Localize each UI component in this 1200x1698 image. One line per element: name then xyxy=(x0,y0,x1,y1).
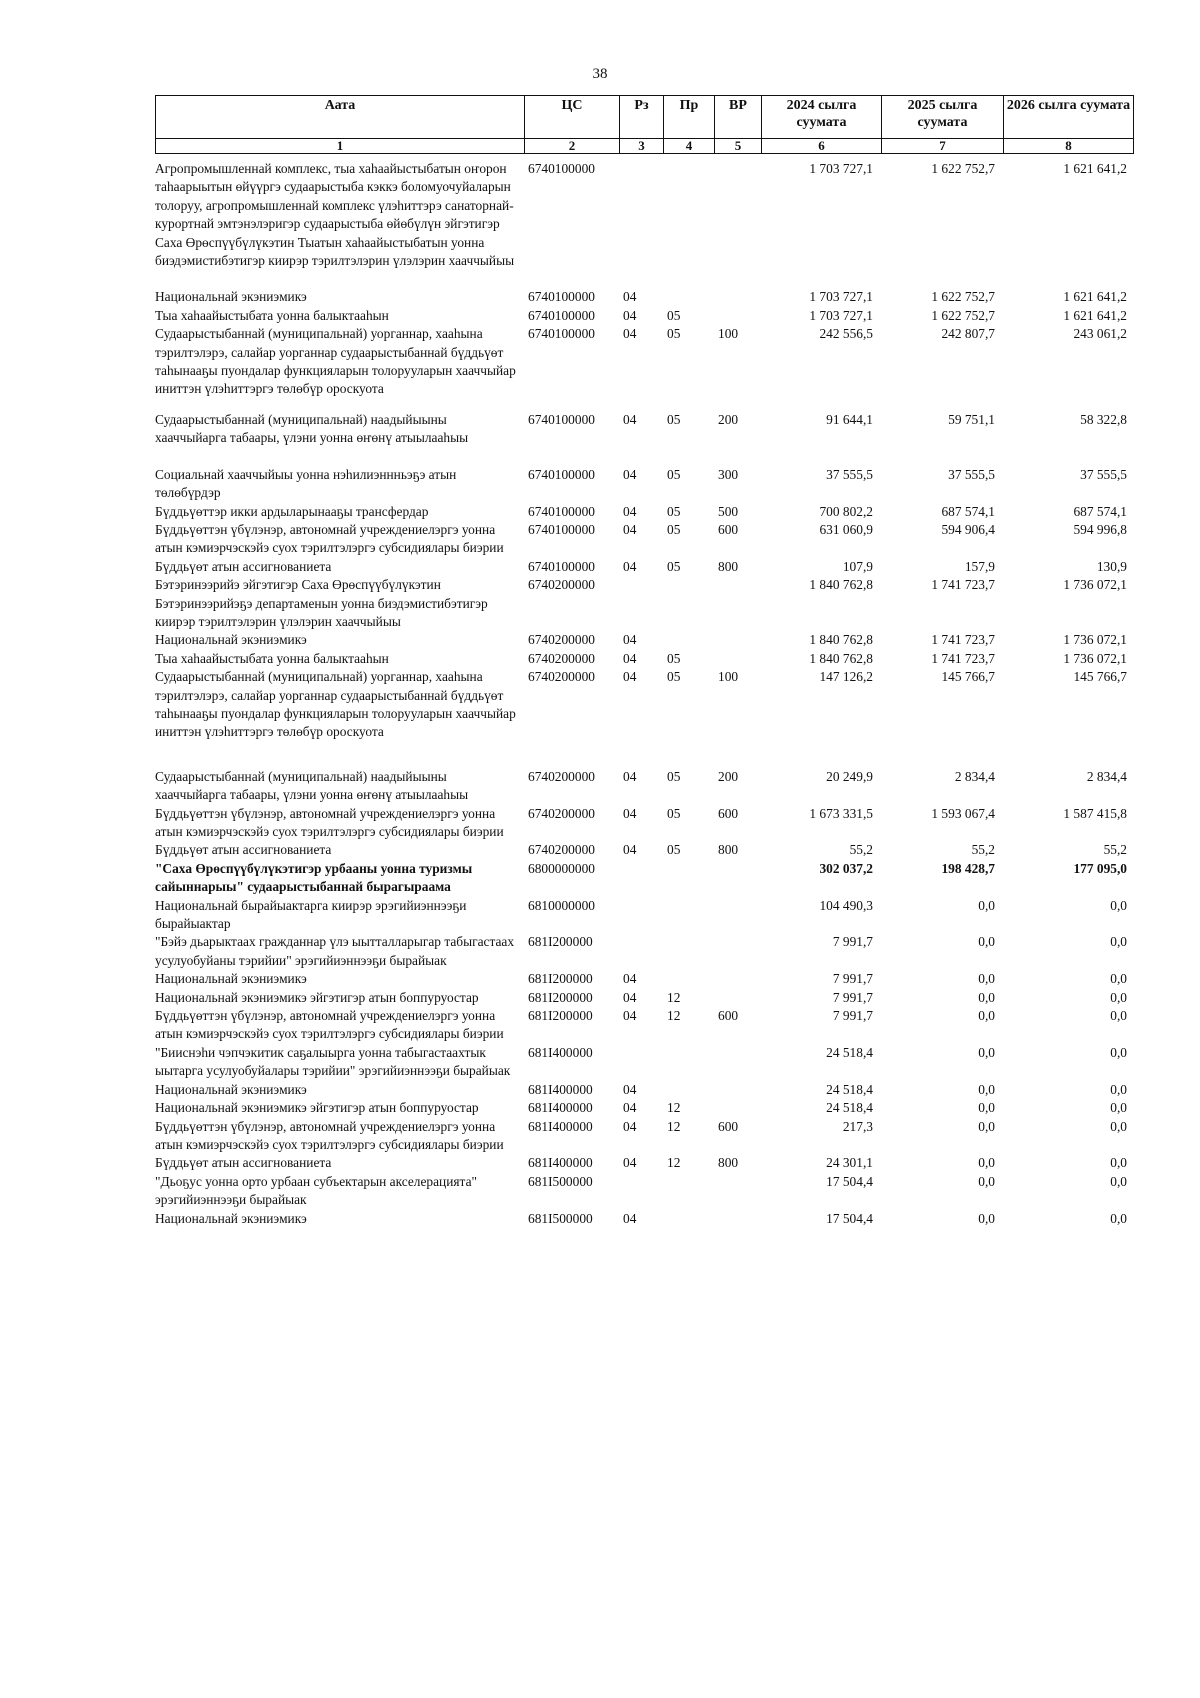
row-cs-code: 6740100000 xyxy=(528,558,595,574)
row-value-2026: 2 834,4 xyxy=(1086,768,1127,784)
row-value-2026: 0,0 xyxy=(1110,989,1127,1005)
row-value-2025: 0,0 xyxy=(978,971,995,987)
row-rz-code: 04 xyxy=(623,558,637,574)
row-vr-code xyxy=(714,650,761,668)
row-value-2025: 198 428,7 xyxy=(941,860,995,876)
row-pr-code: 12 xyxy=(667,989,681,1005)
row-value-2024: 17 504,4 xyxy=(826,1210,873,1226)
row-vr-code: 200 xyxy=(718,768,739,784)
row-rz-code: 04 xyxy=(623,971,637,987)
row-name: Национальнай экэниэмикэ эйгэтигэр атын боппуруостар xyxy=(155,989,479,1005)
column-number: 7 xyxy=(882,139,1004,154)
row-vr-code: 600 xyxy=(718,521,739,537)
row-value-2024: 631 060,9 xyxy=(819,521,873,537)
row-rz-code: 04 xyxy=(623,521,637,537)
row-cs-code: 6740200000 xyxy=(528,842,595,858)
row-rz-code: 04 xyxy=(623,669,637,685)
row-rz-code: 04 xyxy=(623,503,637,519)
row-rz-code: 04 xyxy=(623,1081,637,1097)
row-value-2024: 147 126,2 xyxy=(819,669,873,685)
row-value-2026: 0,0 xyxy=(1110,1118,1127,1134)
row-rz-code xyxy=(619,897,663,934)
row-value-2025: 1 741 723,7 xyxy=(931,577,995,593)
row-value-2026: 37 555,5 xyxy=(1080,466,1127,482)
row-name: Национальнай бырайыактарга киирэр эрэгийиэннээҕи бырайыактар xyxy=(155,897,467,932)
row-pr-code: 05 xyxy=(667,842,681,858)
row-value-2025: 0,0 xyxy=(978,1008,995,1024)
table-row xyxy=(155,325,1135,399)
row-value-2025: 1 622 752,7 xyxy=(931,307,995,323)
row-value-2026: 0,0 xyxy=(1110,1100,1127,1116)
row-rz-code: 04 xyxy=(623,1118,637,1134)
row-value-2024: 700 802,2 xyxy=(819,503,873,519)
row-value-2024: 1 673 331,5 xyxy=(809,805,873,821)
row-vr-code: 100 xyxy=(718,669,739,685)
row-vr-code xyxy=(714,631,761,649)
row-value-2026: 58 322,8 xyxy=(1080,411,1127,427)
row-name: Бүддьүөт атын ассигнованиета xyxy=(155,1155,332,1171)
row-pr-code xyxy=(663,1044,714,1081)
row-value-2024: 7 991,7 xyxy=(832,1008,873,1024)
row-vr-code: 800 xyxy=(718,1155,739,1171)
row-value-2026: 1 736 072,1 xyxy=(1063,632,1127,648)
row-cs-code: 681I400000 xyxy=(528,1155,593,1171)
row-value-2025: 1 622 752,7 xyxy=(931,289,995,305)
row-pr-code xyxy=(663,631,714,649)
row-value-2026: 0,0 xyxy=(1110,934,1127,950)
row-value-2024: 242 556,5 xyxy=(819,326,873,342)
row-value-2024: 24 518,4 xyxy=(826,1044,873,1060)
row-pr-code xyxy=(663,288,714,306)
row-value-2025: 0,0 xyxy=(978,1118,995,1134)
row-rz-code: 04 xyxy=(623,842,637,858)
row-name: Судаарыстыбаннай (муниципальнай) уорганнар, хааһына тэрилтэлэрэ, салайар уорганнар судаарыстыбаннай бүддьүөт таһынааҕы пуондалар функцияларын толорууларын хааччыйар иниттэн үлэһиттэргэ төлөбүр ороскуота xyxy=(155,326,516,397)
row-rz-code: 04 xyxy=(623,326,637,342)
table-row xyxy=(155,1099,1135,1117)
row-name: "Дьоҕус уонна орто урбаан субъектарын акселерацията" эрэгийиэннээҕи бырайыак xyxy=(155,1173,477,1208)
row-value-2026: 1 621 641,2 xyxy=(1063,307,1127,323)
header-rz: Рз xyxy=(620,96,664,139)
row-name: Бүддьүөттэн үбүлэнэр, автономнай учреждениелэргэ уонна атын кэмиэрчэскэйэ суох тэрилтэлэргэ субсидиялары биэрии xyxy=(155,521,504,556)
row-pr-code: 05 xyxy=(667,466,681,482)
row-value-2025: 2 834,4 xyxy=(954,768,995,784)
row-name: Тыа хаһаайыстыбата уонна балыктааһын xyxy=(155,650,389,666)
row-value-2024: 1 703 727,1 xyxy=(809,307,873,323)
row-name: Бүддьүөт атын ассигнованиета xyxy=(155,558,332,574)
table-row xyxy=(155,668,1135,742)
row-vr-code xyxy=(714,970,761,988)
row-vr-code: 100 xyxy=(718,326,739,342)
row-vr-code: 300 xyxy=(718,466,739,482)
row-pr-code: 12 xyxy=(667,1100,681,1116)
row-vr-code xyxy=(714,1044,761,1081)
row-vr-code: 600 xyxy=(718,805,739,821)
row-pr-code: 05 xyxy=(667,805,681,821)
row-value-2026: 243 061,2 xyxy=(1073,326,1127,342)
row-value-2025: 157,9 xyxy=(964,558,995,574)
row-vr-code xyxy=(714,576,761,631)
row-name: Судаарыстыбаннай (муниципальнай) наадыйыыны хааччыйарга табаары, үлэни уонна өҥөнү атыылааһыы xyxy=(155,411,469,446)
row-cs-code: 6740200000 xyxy=(528,632,595,648)
row-value-2026: 0,0 xyxy=(1110,1044,1127,1060)
row-rz-code: 04 xyxy=(623,1210,637,1226)
row-value-2024: 302 037,2 xyxy=(819,860,873,876)
row-name: Бэтэринээрийэ эйгэтигэр Саха Өрөспүүбүлүкэтин Бэтэринээрийэҕэ департаменын уонна биэдэмистибэтигэр киирэр тэрилтэлэрин үлэлэрин хааччыйыы xyxy=(155,577,488,629)
row-name: Бүддьүөттэн үбүлэнэр, автономнай учреждениелэргэ уонна атын кэмиэрчэскэйэ суох тэрилтэлэргэ субсидиялары биэрии xyxy=(155,1008,504,1042)
row-value-2024: 55,2 xyxy=(849,842,873,858)
row-cs-code: 681I400000 xyxy=(528,1044,593,1060)
row-cs-code: 6740100000 xyxy=(528,161,595,176)
header-pr: Пр xyxy=(664,96,715,139)
row-value-2025: 55,2 xyxy=(971,842,995,858)
row-rz-code: 04 xyxy=(623,307,637,323)
row-name: Бүддьүөт атын ассигнованиета xyxy=(155,842,332,858)
column-number: 2 xyxy=(525,139,620,154)
row-rz-code: 04 xyxy=(623,805,637,821)
row-vr-code: 500 xyxy=(718,503,739,519)
row-value-2024: 7 991,7 xyxy=(832,971,873,987)
table-row xyxy=(155,307,1135,325)
row-vr-code xyxy=(714,1099,761,1117)
row-value-2024: 24 301,1 xyxy=(826,1155,873,1171)
row-value-2024: 1 703 727,1 xyxy=(809,289,873,305)
table-row xyxy=(155,466,1135,503)
row-pr-code xyxy=(663,1210,714,1228)
row-pr-code: 05 xyxy=(667,411,681,427)
row-cs-code: 6740200000 xyxy=(528,669,595,685)
table-row xyxy=(155,989,1135,1007)
table-row xyxy=(155,631,1135,649)
row-value-2025: 242 807,7 xyxy=(941,326,995,342)
row-name: Тыа хаһаайыстыбата уонна балыктааһын xyxy=(155,307,389,323)
row-pr-code: 12 xyxy=(667,1155,681,1171)
row-pr-code: 05 xyxy=(667,521,681,537)
row-value-2024: 24 518,4 xyxy=(826,1081,873,1097)
table-row xyxy=(155,860,1135,897)
row-value-2026: 145 766,7 xyxy=(1073,669,1127,685)
row-value-2025: 687 574,1 xyxy=(941,503,995,519)
row-pr-code: 12 xyxy=(667,1118,681,1134)
row-value-2025: 1 593 067,4 xyxy=(931,805,995,821)
row-cs-code: 6740100000 xyxy=(528,411,595,427)
row-value-2024: 1 840 762,8 xyxy=(809,577,873,593)
row-value-2025: 1 622 752,7 xyxy=(931,161,995,176)
row-value-2026: 0,0 xyxy=(1110,1081,1127,1097)
row-rz-code xyxy=(619,1044,663,1081)
table-row xyxy=(155,558,1135,576)
row-value-2025: 1 741 723,7 xyxy=(931,650,995,666)
row-cs-code: 681I200000 xyxy=(528,934,593,950)
table-row xyxy=(155,411,1135,448)
row-pr-code xyxy=(663,897,714,934)
row-name: Судаарыстыбаннай (муниципальнай) наадыйыыны хааччыйарга табаары, үлэни уонна өҥөнү атыылааһыы xyxy=(155,768,469,803)
table-row xyxy=(155,160,1135,270)
row-cs-code: 6740100000 xyxy=(528,466,595,482)
row-value-2026: 177 095,0 xyxy=(1073,860,1127,876)
row-cs-code: 6740200000 xyxy=(528,650,595,666)
row-name: Национальнай экэниэмикэ xyxy=(155,632,307,648)
row-value-2024: 7 991,7 xyxy=(832,934,873,950)
row-value-2026: 0,0 xyxy=(1110,1210,1127,1226)
row-rz-code: 04 xyxy=(623,1155,637,1171)
row-pr-code: 05 xyxy=(667,650,681,666)
row-vr-code: 600 xyxy=(718,1008,739,1024)
row-value-2025: 0,0 xyxy=(978,1210,995,1226)
row-vr-code: 800 xyxy=(718,842,739,858)
row-cs-code: 6740100000 xyxy=(528,307,595,323)
row-cs-code: 681I400000 xyxy=(528,1118,593,1134)
table-row xyxy=(155,1118,1135,1155)
row-value-2024: 1 840 762,8 xyxy=(809,632,873,648)
table-row xyxy=(155,1173,1135,1210)
table-row xyxy=(155,970,1135,988)
table-row xyxy=(155,768,1135,805)
row-value-2026: 594 996,8 xyxy=(1073,521,1127,537)
table-row xyxy=(155,1081,1135,1099)
header-vr: ВР xyxy=(715,96,762,139)
table-row xyxy=(155,841,1135,859)
row-value-2026: 687 574,1 xyxy=(1073,503,1127,519)
row-value-2025: 0,0 xyxy=(978,1081,995,1097)
table-row xyxy=(155,288,1135,306)
row-rz-code xyxy=(619,1173,663,1210)
row-name: "Бииснэһи чэпчэкитик саҕалыырга уонна табыгастаахтык ыытарга усулуобуйалары тэрийии" эрэгийиэннээҕи бырайыак xyxy=(155,1044,511,1079)
row-value-2024: 1 840 762,8 xyxy=(809,650,873,666)
row-value-2024: 1 703 727,1 xyxy=(809,161,873,176)
row-pr-code xyxy=(663,1081,714,1099)
row-name: "Саха Өрөспүүбүлүкэтигэр урбааны уонна туризмы сайыннарыы" судаарыстыбаннай бырагыраама xyxy=(155,860,473,895)
row-pr-code: 05 xyxy=(667,768,681,784)
table-row xyxy=(155,805,1135,842)
row-vr-code xyxy=(714,288,761,306)
row-value-2024: 107,9 xyxy=(842,558,873,574)
header-2026: 2026 сылга суумата xyxy=(1004,96,1134,139)
row-rz-code xyxy=(619,860,663,897)
row-value-2025: 37 555,5 xyxy=(948,466,995,482)
row-value-2025: 0,0 xyxy=(978,897,995,913)
row-pr-code: 05 xyxy=(667,503,681,519)
row-value-2026: 0,0 xyxy=(1110,897,1127,913)
row-name: Бүддьүөттэн үбүлэнэр, автономнай учреждениелэргэ уонна атын кэмиэрчэскэйэ суох тэрилтэлэргэ субсидиялары биэрии xyxy=(155,805,504,839)
column-number: 6 xyxy=(762,139,882,154)
row-rz-code: 04 xyxy=(623,650,637,666)
row-vr-code xyxy=(714,933,761,970)
table-row xyxy=(155,1210,1135,1228)
row-cs-code: 6740100000 xyxy=(528,326,595,342)
row-value-2026: 0,0 xyxy=(1110,1155,1127,1171)
row-name: Социальнай хааччыйыы уонна нэһилиэннньэҕэ атын төлөбүрдэр xyxy=(155,466,457,501)
row-vr-code: 600 xyxy=(718,1118,739,1134)
row-rz-code: 04 xyxy=(623,289,637,305)
table-row xyxy=(155,933,1135,970)
row-rz-code: 04 xyxy=(623,1100,637,1116)
row-value-2025: 0,0 xyxy=(978,1155,995,1171)
row-value-2024: 104 490,3 xyxy=(819,897,873,913)
row-cs-code: 681I400000 xyxy=(528,1081,593,1097)
row-rz-code: 04 xyxy=(623,768,637,784)
row-name: "Бэйэ дьарыктаах гражданнар үлэ ыытталларыгар табыгастаах усулуобуйаны тэрийии" эрэгийиэннээҕи бырайыак xyxy=(155,934,515,968)
row-name: Бүддьүөттэн үбүлэнэр, автономнай учреждениелэргэ уонна атын кэмиэрчэскэйэ суох тэрилтэлэргэ субсидиялары биэрии xyxy=(155,1118,504,1152)
row-cs-code: 681I200000 xyxy=(528,989,593,1005)
row-value-2024: 217,3 xyxy=(842,1118,873,1134)
row-pr-code: 05 xyxy=(667,307,681,323)
row-value-2025: 145 766,7 xyxy=(941,669,995,685)
row-name: Бүддьүөттэр икки ардыларынааҕы трансфердар xyxy=(155,503,429,519)
row-value-2025: 0,0 xyxy=(978,1044,995,1060)
row-vr-code xyxy=(714,1210,761,1228)
row-value-2024: 91 644,1 xyxy=(826,411,873,427)
row-value-2026: 0,0 xyxy=(1110,1173,1127,1189)
row-name: Судаарыстыбаннай (муниципальнай) уорганнар, хааһына тэрилтэлэрэ, салайар уорганнар судаарыстыбаннай бүддьүөт таһынааҕы пуондалар функцияларын толорууларын хааччыйар иниттэн үлэһиттэргэ төлөбүр ороскуота xyxy=(155,669,516,740)
column-number: 4 xyxy=(664,139,715,154)
row-value-2026: 1 621 641,2 xyxy=(1063,161,1127,176)
row-pr-code: 05 xyxy=(667,669,681,685)
row-cs-code: 681I400000 xyxy=(528,1100,593,1116)
table-row xyxy=(155,897,1135,934)
table-row xyxy=(155,1154,1135,1172)
row-cs-code: 6740200000 xyxy=(528,805,595,821)
row-rz-code: 04 xyxy=(623,411,637,427)
row-vr-code xyxy=(714,1081,761,1099)
row-cs-code: 681I500000 xyxy=(528,1210,593,1226)
row-cs-code: 6740200000 xyxy=(528,577,595,593)
row-vr-code xyxy=(714,860,761,897)
row-cs-code: 681I500000 xyxy=(528,1173,593,1189)
table-body xyxy=(155,160,1135,1228)
row-rz-code: 04 xyxy=(623,632,637,648)
row-cs-code: 6810000000 xyxy=(528,897,595,913)
table-row xyxy=(155,1044,1135,1081)
header-2025: 2025 сылга суумата xyxy=(882,96,1004,139)
row-value-2024: 24 518,4 xyxy=(826,1100,873,1116)
row-name: Национальнай экэниэмикэ xyxy=(155,971,307,987)
header-cs: ЦС xyxy=(525,96,620,139)
row-cs-code: 6800000000 xyxy=(528,860,595,876)
row-value-2025: 0,0 xyxy=(978,1100,995,1116)
row-pr-code xyxy=(663,933,714,970)
row-vr-code xyxy=(714,160,761,270)
row-value-2025: 0,0 xyxy=(978,934,995,950)
row-pr-code: 12 xyxy=(667,1008,681,1024)
table-row xyxy=(155,521,1135,558)
row-rz-code: 04 xyxy=(623,989,637,1005)
row-value-2026: 1 736 072,1 xyxy=(1063,650,1127,666)
row-value-2026: 0,0 xyxy=(1110,971,1127,987)
row-value-2024: 37 555,5 xyxy=(826,466,873,482)
row-cs-code: 6740200000 xyxy=(528,768,595,784)
row-pr-code xyxy=(663,860,714,897)
row-value-2026: 55,2 xyxy=(1103,842,1127,858)
header-2024: 2024 сылга суумата xyxy=(762,96,882,139)
row-vr-code xyxy=(714,897,761,934)
column-number: 3 xyxy=(620,139,664,154)
row-cs-code: 6740100000 xyxy=(528,289,595,305)
row-rz-code xyxy=(619,160,663,270)
row-rz-code xyxy=(619,933,663,970)
row-pr-code xyxy=(663,160,714,270)
row-pr-code: 05 xyxy=(667,326,681,342)
row-value-2025: 594 906,4 xyxy=(941,521,995,537)
row-value-2025: 0,0 xyxy=(978,989,995,1005)
row-value-2026: 130,9 xyxy=(1096,558,1127,574)
row-value-2025: 1 741 723,7 xyxy=(931,632,995,648)
column-number: 1 xyxy=(156,139,525,154)
row-value-2024: 17 504,4 xyxy=(826,1173,873,1189)
table-header xyxy=(155,95,1134,154)
row-pr-code xyxy=(663,1173,714,1210)
row-vr-code xyxy=(714,307,761,325)
row-rz-code: 04 xyxy=(623,1008,637,1024)
row-cs-code: 6740100000 xyxy=(528,521,595,537)
row-vr-code: 200 xyxy=(718,411,739,427)
row-name: Национальнай экэниэмикэ xyxy=(155,1210,307,1226)
row-rz-code xyxy=(619,576,663,631)
row-value-2026: 1 736 072,1 xyxy=(1063,577,1127,593)
row-value-2024: 7 991,7 xyxy=(832,989,873,1005)
table-row xyxy=(155,1007,1135,1044)
row-value-2025: 59 751,1 xyxy=(948,411,995,427)
row-value-2024: 20 249,9 xyxy=(826,768,873,784)
row-cs-code: 681I200000 xyxy=(528,1008,593,1024)
table-row xyxy=(155,503,1135,521)
page-number: 38 xyxy=(592,66,608,82)
row-value-2026: 1 621 641,2 xyxy=(1063,289,1127,305)
row-pr-code xyxy=(663,970,714,988)
row-cs-code: 6740100000 xyxy=(528,503,595,519)
row-vr-code xyxy=(714,989,761,1007)
column-number: 8 xyxy=(1004,139,1134,154)
row-value-2025: 0,0 xyxy=(978,1173,995,1189)
table-row xyxy=(155,576,1135,631)
column-number: 5 xyxy=(715,139,762,154)
row-value-2026: 1 587 415,8 xyxy=(1063,805,1127,821)
table-row xyxy=(155,650,1135,668)
row-name: Национальнай экэниэмикэ xyxy=(155,1081,307,1097)
row-name: Национальнай экэниэмикэ эйгэтигэр атын боппуруостар xyxy=(155,1100,479,1116)
row-cs-code: 681I200000 xyxy=(528,971,593,987)
row-name: Агропромышленнай комплекс, тыа хаһаайыстыбатын оҥорон таһаарыытын өйүүргэ судаарыстыба кэккэ боломуочуйаларын толоруу, агропромышленнай комплекс үлэһиттэрэ санаторнай-курортнай эмтэнэлэригэр судаарыстыба өйөбүлүн эйгэтигэр Саха Өрөспүүбүлүкэтин Тыатын хаһаайыстыбатын уонна биэдэмистибэтигэр киирэр тэрилтэлэрин үлэлэрин хааччыйыы xyxy=(155,161,515,269)
row-value-2026: 0,0 xyxy=(1110,1008,1127,1024)
row-pr-code: 05 xyxy=(667,558,681,574)
row-vr-code: 800 xyxy=(718,558,739,574)
row-name: Национальнай экэниэмикэ xyxy=(155,289,307,305)
row-vr-code xyxy=(714,1173,761,1210)
header-name: Аата xyxy=(156,96,525,139)
row-rz-code: 04 xyxy=(623,466,637,482)
row-pr-code xyxy=(663,576,714,631)
